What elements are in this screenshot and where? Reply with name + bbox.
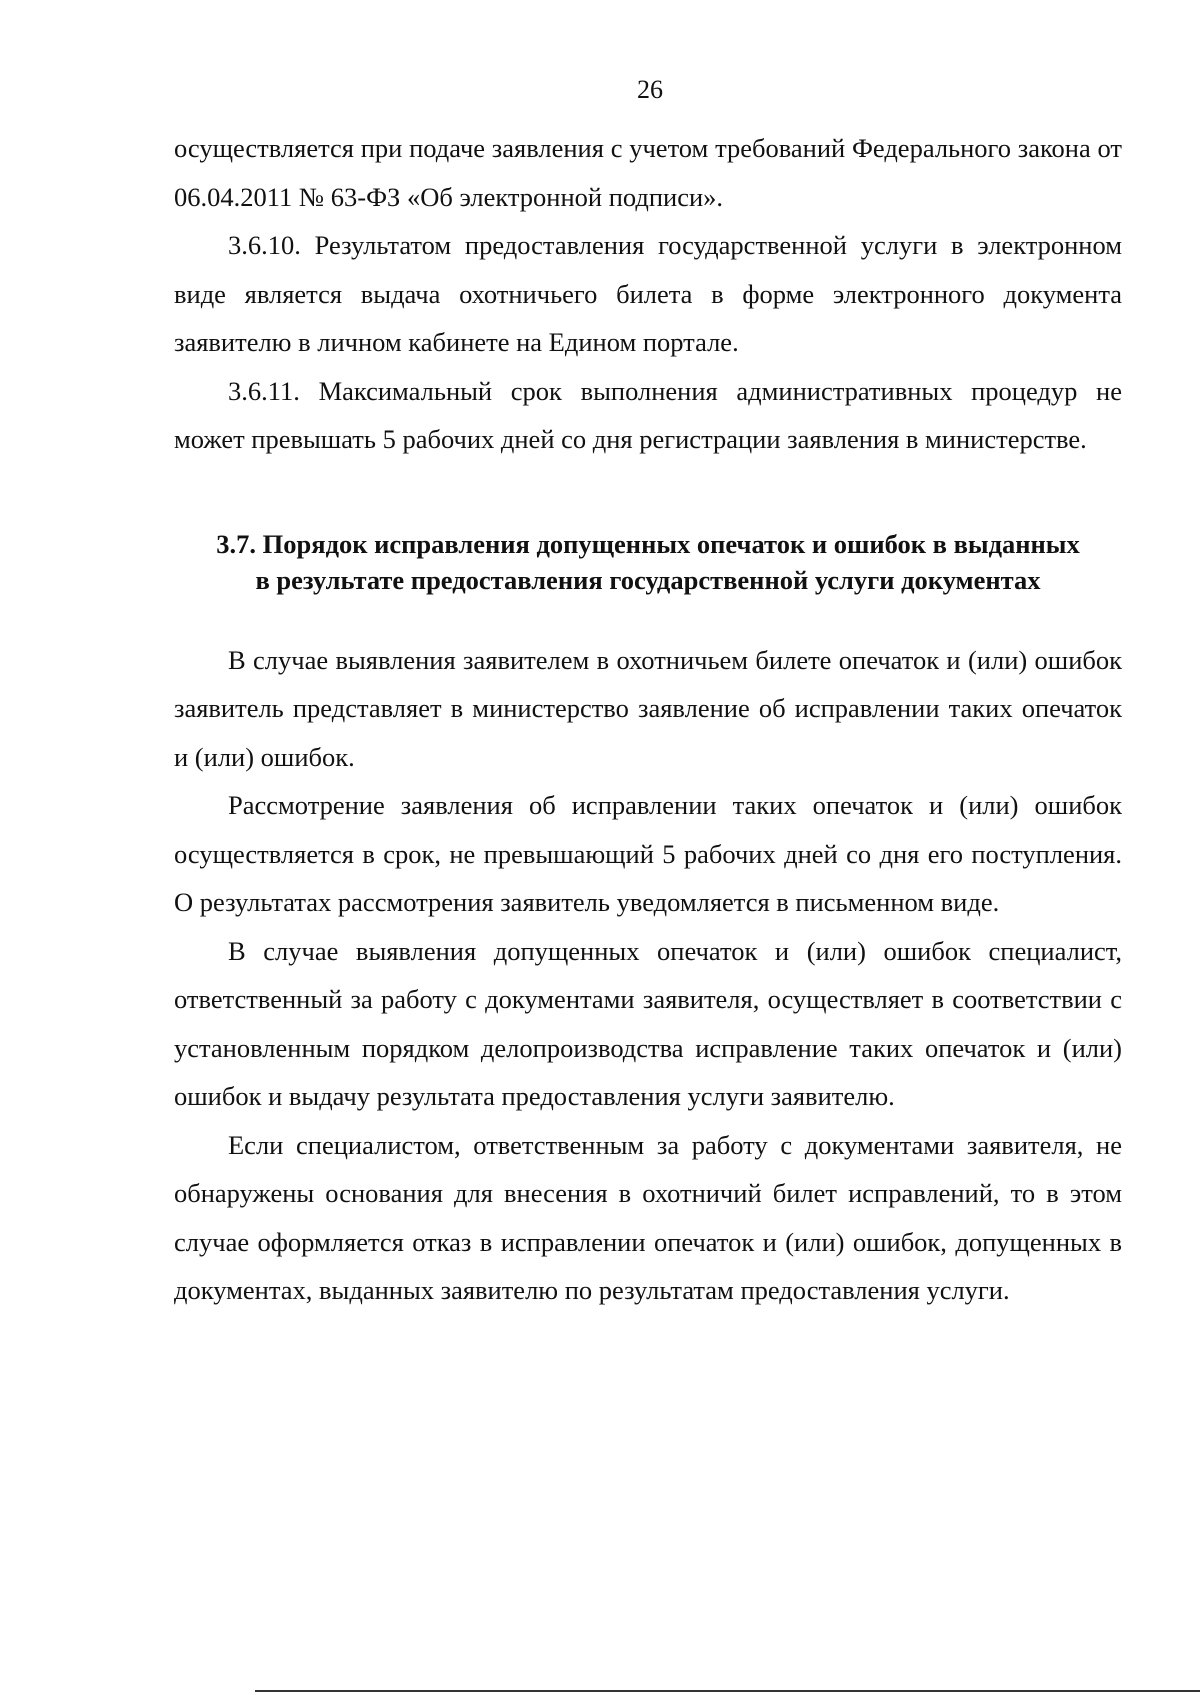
section-heading-line-1: 3.7. Порядок исправления допущенных опечаток и ошибок в выданных [216,528,1080,559]
paragraph-review-term: Рассмотрение заявления об исправлении таких опечаток и (или) ошибок осуществляется в срок, не превышающий 5 рабочих дней со дня его поступления. О результатах рассмотрения заявитель уведомляется в письменном виде. [174,790,1122,917]
paragraph-specialist-correction: В случае выявления допущенных опечаток и (или) ошибок специалист, ответственный за работу с документами заявителя, осуществляет в соответствии с установленным порядком делопроизводства исправление таких опечаток и (или) ошибок и выдачу результата предоставления услуги заявителю. [174,935,1122,1111]
paragraph-refusal: Если специалистом, ответственным за работу с документами заявителя, не обнаружены основания для внесения в охотничий билет исправлений, то в этом случае оформляется отказ в исправлении опечаток и (или) ошибок, допущенных в документах, выданных заявителю по результатам предоставления услуги. [174,1129,1122,1305]
paragraph-3-6-11: 3.6.11. Максимальный срок выполнения административных процедур не может превышать 5 рабочих дней со дня регистрации заявления в министерстве. [174,375,1122,454]
paragraph-continuation: осуществляется при подаче заявления с учетом требований Федерального закона от 06.04.2011 № 63-ФЗ «Об электронной подписи». [174,133,1122,212]
paragraph-3-6-10: 3.6.10. Результатом предоставления государственной услуги в электронном виде является выдача охотничьего билета в форме электронного документа заявителю в личном кабинете на Едином портале. [174,230,1122,357]
document-body [174,124,1122,1315]
page-number: 26 [637,75,663,104]
section-heading-line-2: в результате предоставления государственной услуги документах [255,564,1041,595]
bottom-scan-edge-line [255,1690,1200,1692]
section-heading [174,526,1122,598]
paragraph-errors-detection: В случае выявления заявителем в охотничьем билете опечаток и (или) ошибок заявитель представляет в министерство заявление об исправлении таких опечаток и (или) ошибок. [174,644,1122,772]
